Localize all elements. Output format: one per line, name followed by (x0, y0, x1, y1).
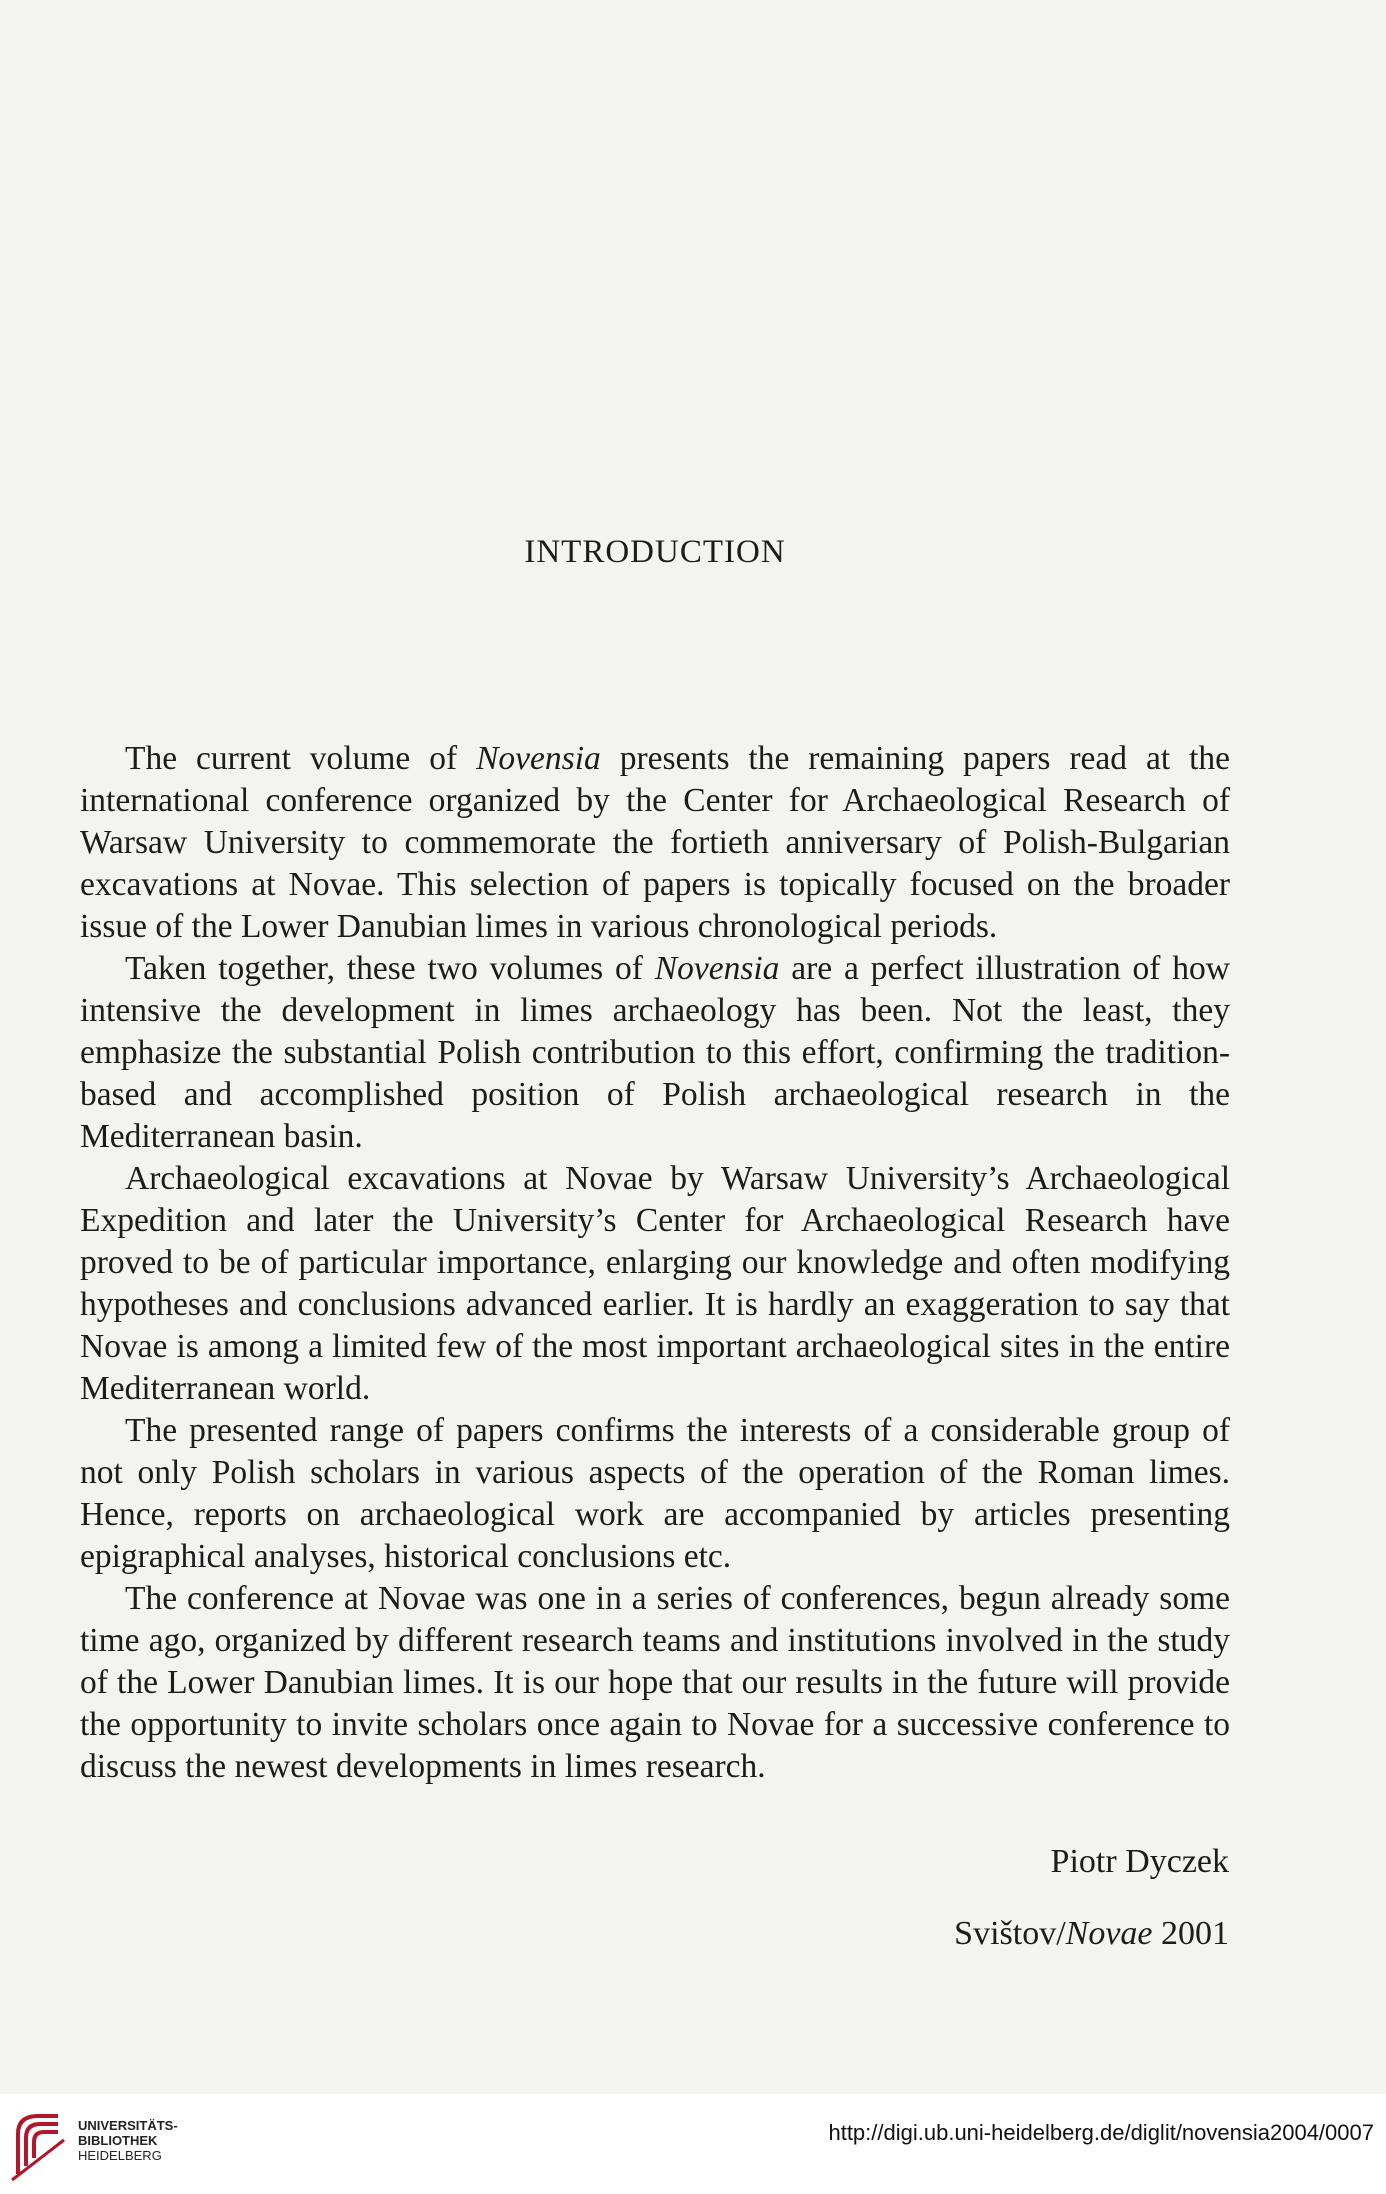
paragraph-5: The conference at Novae was one in a series of conferences, begun already some time ago, organized by different research teams and institutions involved in the study of the Lower Danubian limes. It is our hope that our results in the future will provide the opportunity to invite scholars once again to Novae for a successive conference to discuss the newest developments in limes research. (80, 1580, 1230, 1785)
italic-title: Novensia (476, 740, 601, 777)
library-name: UNIVERSITÄTS- BIBLIOTHEK HEIDELBERG (78, 2118, 178, 2163)
italic-title: Novensia (654, 950, 780, 987)
paragraph-1: The current volume of Novensia presents the remaining papers read at the international conference organized by the Center for Archaeological Research of Warsaw University to commemorate the fortieth anniversary of Polish-Bulgarian excavations at Novae. This selection of papers is topically focused on the broader issue of the Lower Danubian limes in various chronological periods. (80, 740, 1231, 945)
signature-place-date: Svištov/Novae 2001 (954, 1915, 1229, 1952)
ub-heidelberg-logo-icon (8, 2104, 68, 2184)
source-url-link[interactable]: http://digi.ub.uni-heidelberg.de/diglit/novensia2004/0007 (828, 2120, 1374, 2145)
signature-author: Piotr Dyczek (1050, 1843, 1229, 1880)
footer-bar (0, 2094, 1386, 2194)
paragraph-4: The presented range of papers confirms the interests of a considerable group of not only Polish scholars in various aspects of the operation of the Roman limes. Hence, reports on archaeological work are accompanied by articles presenting epigraphical analyses, historical conclusions etc. (80, 1412, 1230, 1575)
paragraph-3: Archaeological excavations at Novae by Warsaw University’s Archaeological Expedition and later the University’s Center for Archaeological Research have proved to be of particular importance, enlarging our knowledge and often modifying hypotheses and conclusions advanced earlier. It is hardly an exaggeration to say that Novae is among a limited few of the most important archaeological sites in the entire Mediterranean world. (80, 1160, 1230, 1407)
body-text (80, 738, 1230, 1788)
page-title: INTRODUCTION (524, 534, 786, 570)
paragraph-2: Taken together, these two volumes of Novensia are a perfect illustration of how intensive the development in limes archaeology has been. Not the least, they emphasize the substantial Polish contribution to this effort, confirming the tradition-based and accomplished position of Polish archaeological research in the Mediterranean basin. (80, 950, 1230, 1155)
